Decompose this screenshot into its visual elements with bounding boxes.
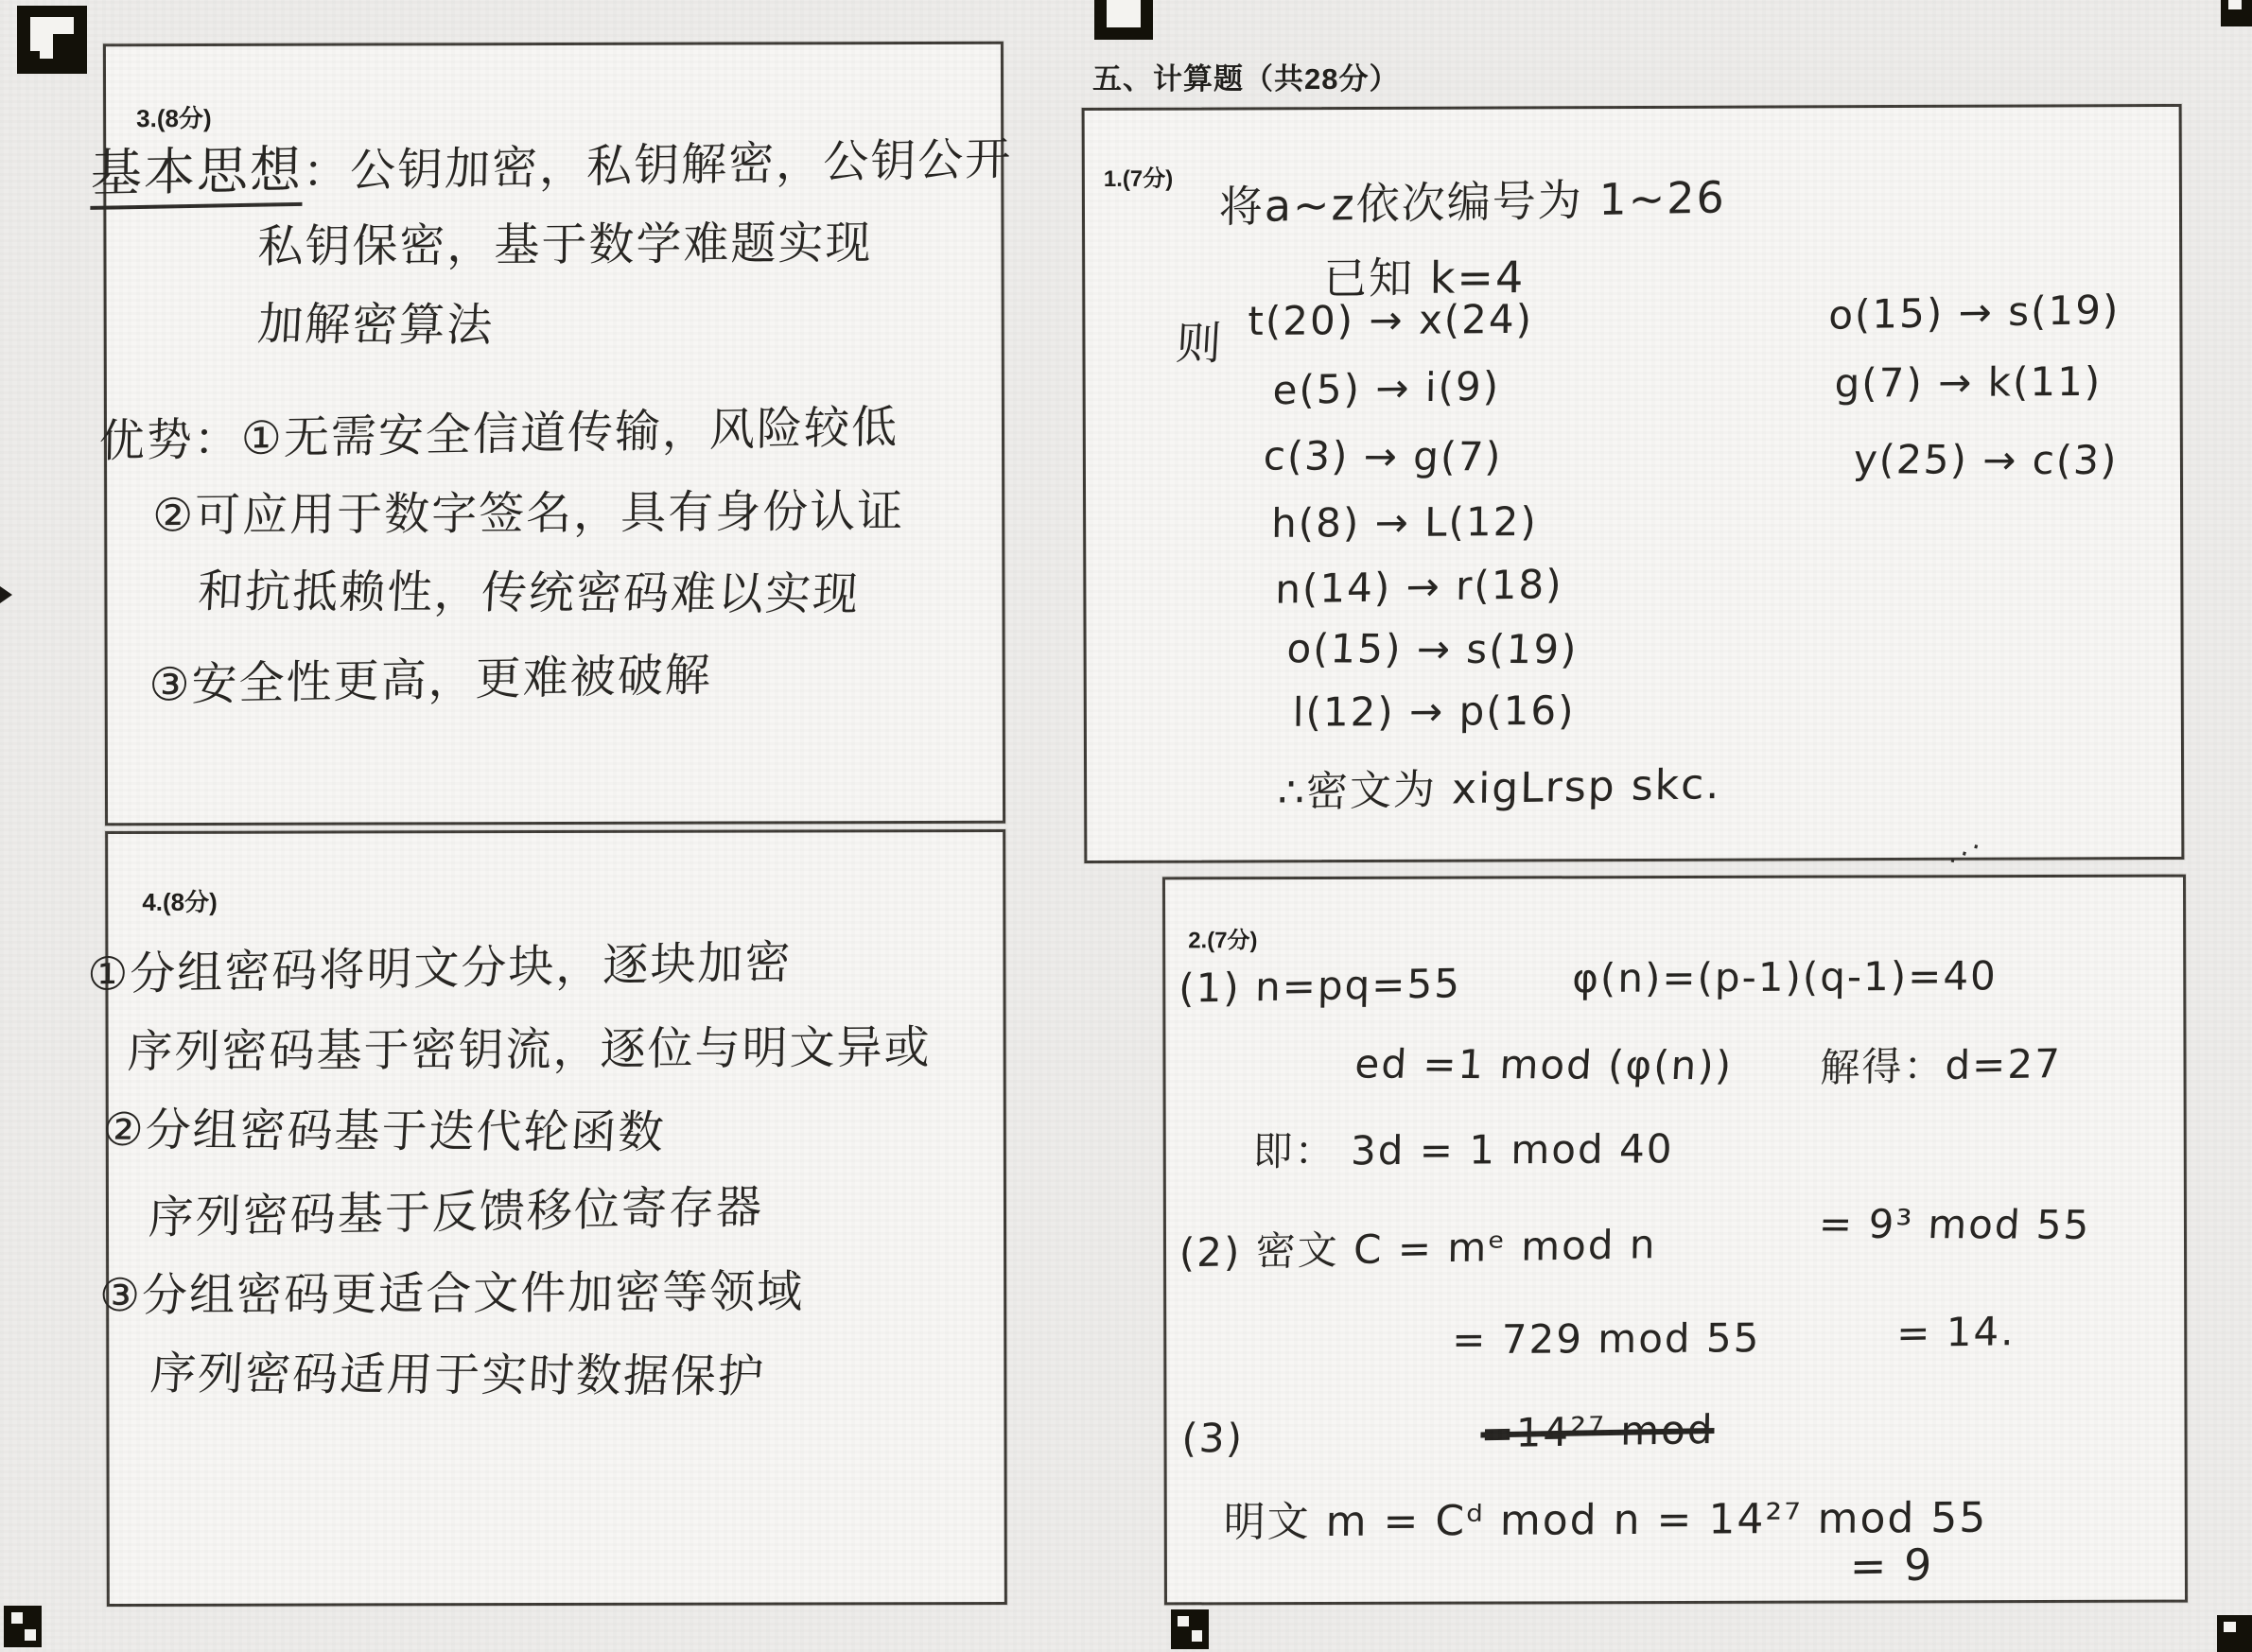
question-4-answer-box: [86, 829, 1007, 1607]
handwritten-line: 将a~z依次编号为 1~26: [1218, 171, 1727, 233]
cipher-mapping: h(8) → L(12): [1270, 497, 1539, 547]
handwritten-line: ③安全性更高，更难被破解: [148, 648, 713, 712]
fiducial-marker-bottom-right: [2217, 1615, 2252, 1652]
handwritten-formula: 明文 m = Cᵈ mod n = 14²⁷ mod 55: [1223, 1493, 1988, 1547]
calc-question-2-answer-box: [1162, 875, 2188, 1606]
fiducial-marker-bottom-center: [1171, 1609, 1209, 1649]
stray-pen-mark: ⋰: [1946, 833, 1983, 874]
underlined-term: 基本思想: [90, 140, 303, 210]
cipher-mapping: o(15) → s(19): [1827, 286, 2121, 339]
handwritten-formula: = 9³ mod 55: [1817, 1200, 2092, 1248]
fiducial-marker-bottom-left: [4, 1606, 42, 1647]
cipher-mapping: y(25) → c(3): [1852, 436, 2120, 484]
handwritten-line: 序列密码适用于实时数据保护: [148, 1347, 767, 1403]
section-heading: 五、计算题（共28分）: [1092, 62, 1400, 96]
handwritten-line: 和抗抵赖性，传统密码难以实现: [196, 565, 862, 621]
handwritten-line: 基本思想：公钥加密，私钥解密，公钥公开: [90, 116, 1013, 206]
fiducial-marker-top-right: [2221, 0, 2252, 26]
handwritten-line: 已知 k=4: [1322, 252, 1526, 304]
cipher-mapping: t(20) → x(24): [1248, 295, 1534, 344]
cipher-mapping: g(7) → k(11): [1834, 357, 2103, 407]
handwritten-line: 私钥保密，基于数学难题实现: [257, 216, 873, 273]
handwritten-line: 序列密码基于反馈移位寄存器: [148, 1180, 764, 1245]
handwritten-formula: 即： 3d = 1 mod 40: [1252, 1125, 1674, 1174]
handwritten-line: ②分组密码基于迭代轮函数: [101, 1103, 668, 1159]
left-edge-print-artifact: [0, 586, 12, 603]
fiducial-marker-top-left: [17, 6, 87, 74]
question-4-label: 4.(8分): [142, 887, 218, 916]
question-3-label: 3.(8分): [136, 103, 212, 133]
handwritten-formula: ed =1 mod (φ(n)): [1353, 1040, 1735, 1089]
cipher-mapping: l(12) → p(16): [1292, 687, 1576, 736]
handwritten-formula: (2) 密文 C = mᵉ mod n: [1178, 1221, 1657, 1277]
handwritten-formula: (1) n=pq=55: [1178, 960, 1462, 1012]
question-3-answer-box: [90, 42, 1013, 826]
cipher-mapping: n(14) → r(18): [1274, 560, 1564, 613]
handwritten-formula: = 14.: [1895, 1308, 2016, 1357]
handwritten-formula: 解得：d=27: [1820, 1039, 2063, 1091]
handwritten-line: 序列密码基于密钥流，逐位与明文异或: [127, 1020, 932, 1079]
calc-question-2-label: 2.(7分): [1188, 928, 1258, 954]
conclusion-line: ∴密文为 xigLrsp skc.: [1277, 760, 1721, 817]
handwritten-line: 优势：①无需安全信道传输，风险较低: [98, 400, 899, 468]
handwritten-line: ③分组密码更适合文件加密等领域: [98, 1265, 805, 1323]
step-marker: (3): [1180, 1415, 1246, 1462]
handwritten-line: 加解密算法: [255, 297, 496, 353]
handwritten-line: ①分组密码将明文分块，逐块加密: [86, 935, 794, 1001]
calc-question-1-answer-box: [1082, 104, 2185, 863]
cipher-mapping: o(15) → s(19): [1285, 625, 1580, 673]
fiducial-marker-top-center: [1094, 0, 1153, 40]
handwritten-line: ②可应用于数字签名，具有身份认证: [151, 484, 905, 543]
cipher-mapping: e(5) → i(9): [1272, 362, 1501, 414]
calc-question-1-label: 1.(7分): [1103, 165, 1174, 192]
handwritten-formula: φ(n)=(p-1)(q-1)=40: [1571, 952, 1999, 1002]
handwritten-formula: = 9: [1849, 1539, 1934, 1592]
handwritten-formula: = 729 mod 55: [1451, 1314, 1761, 1364]
cipher-mapping: c(3) → g(7): [1262, 432, 1504, 480]
crossed-out-formula: =14²⁷ mod: [1480, 1405, 1715, 1457]
then-marker: 则: [1174, 317, 1225, 371]
